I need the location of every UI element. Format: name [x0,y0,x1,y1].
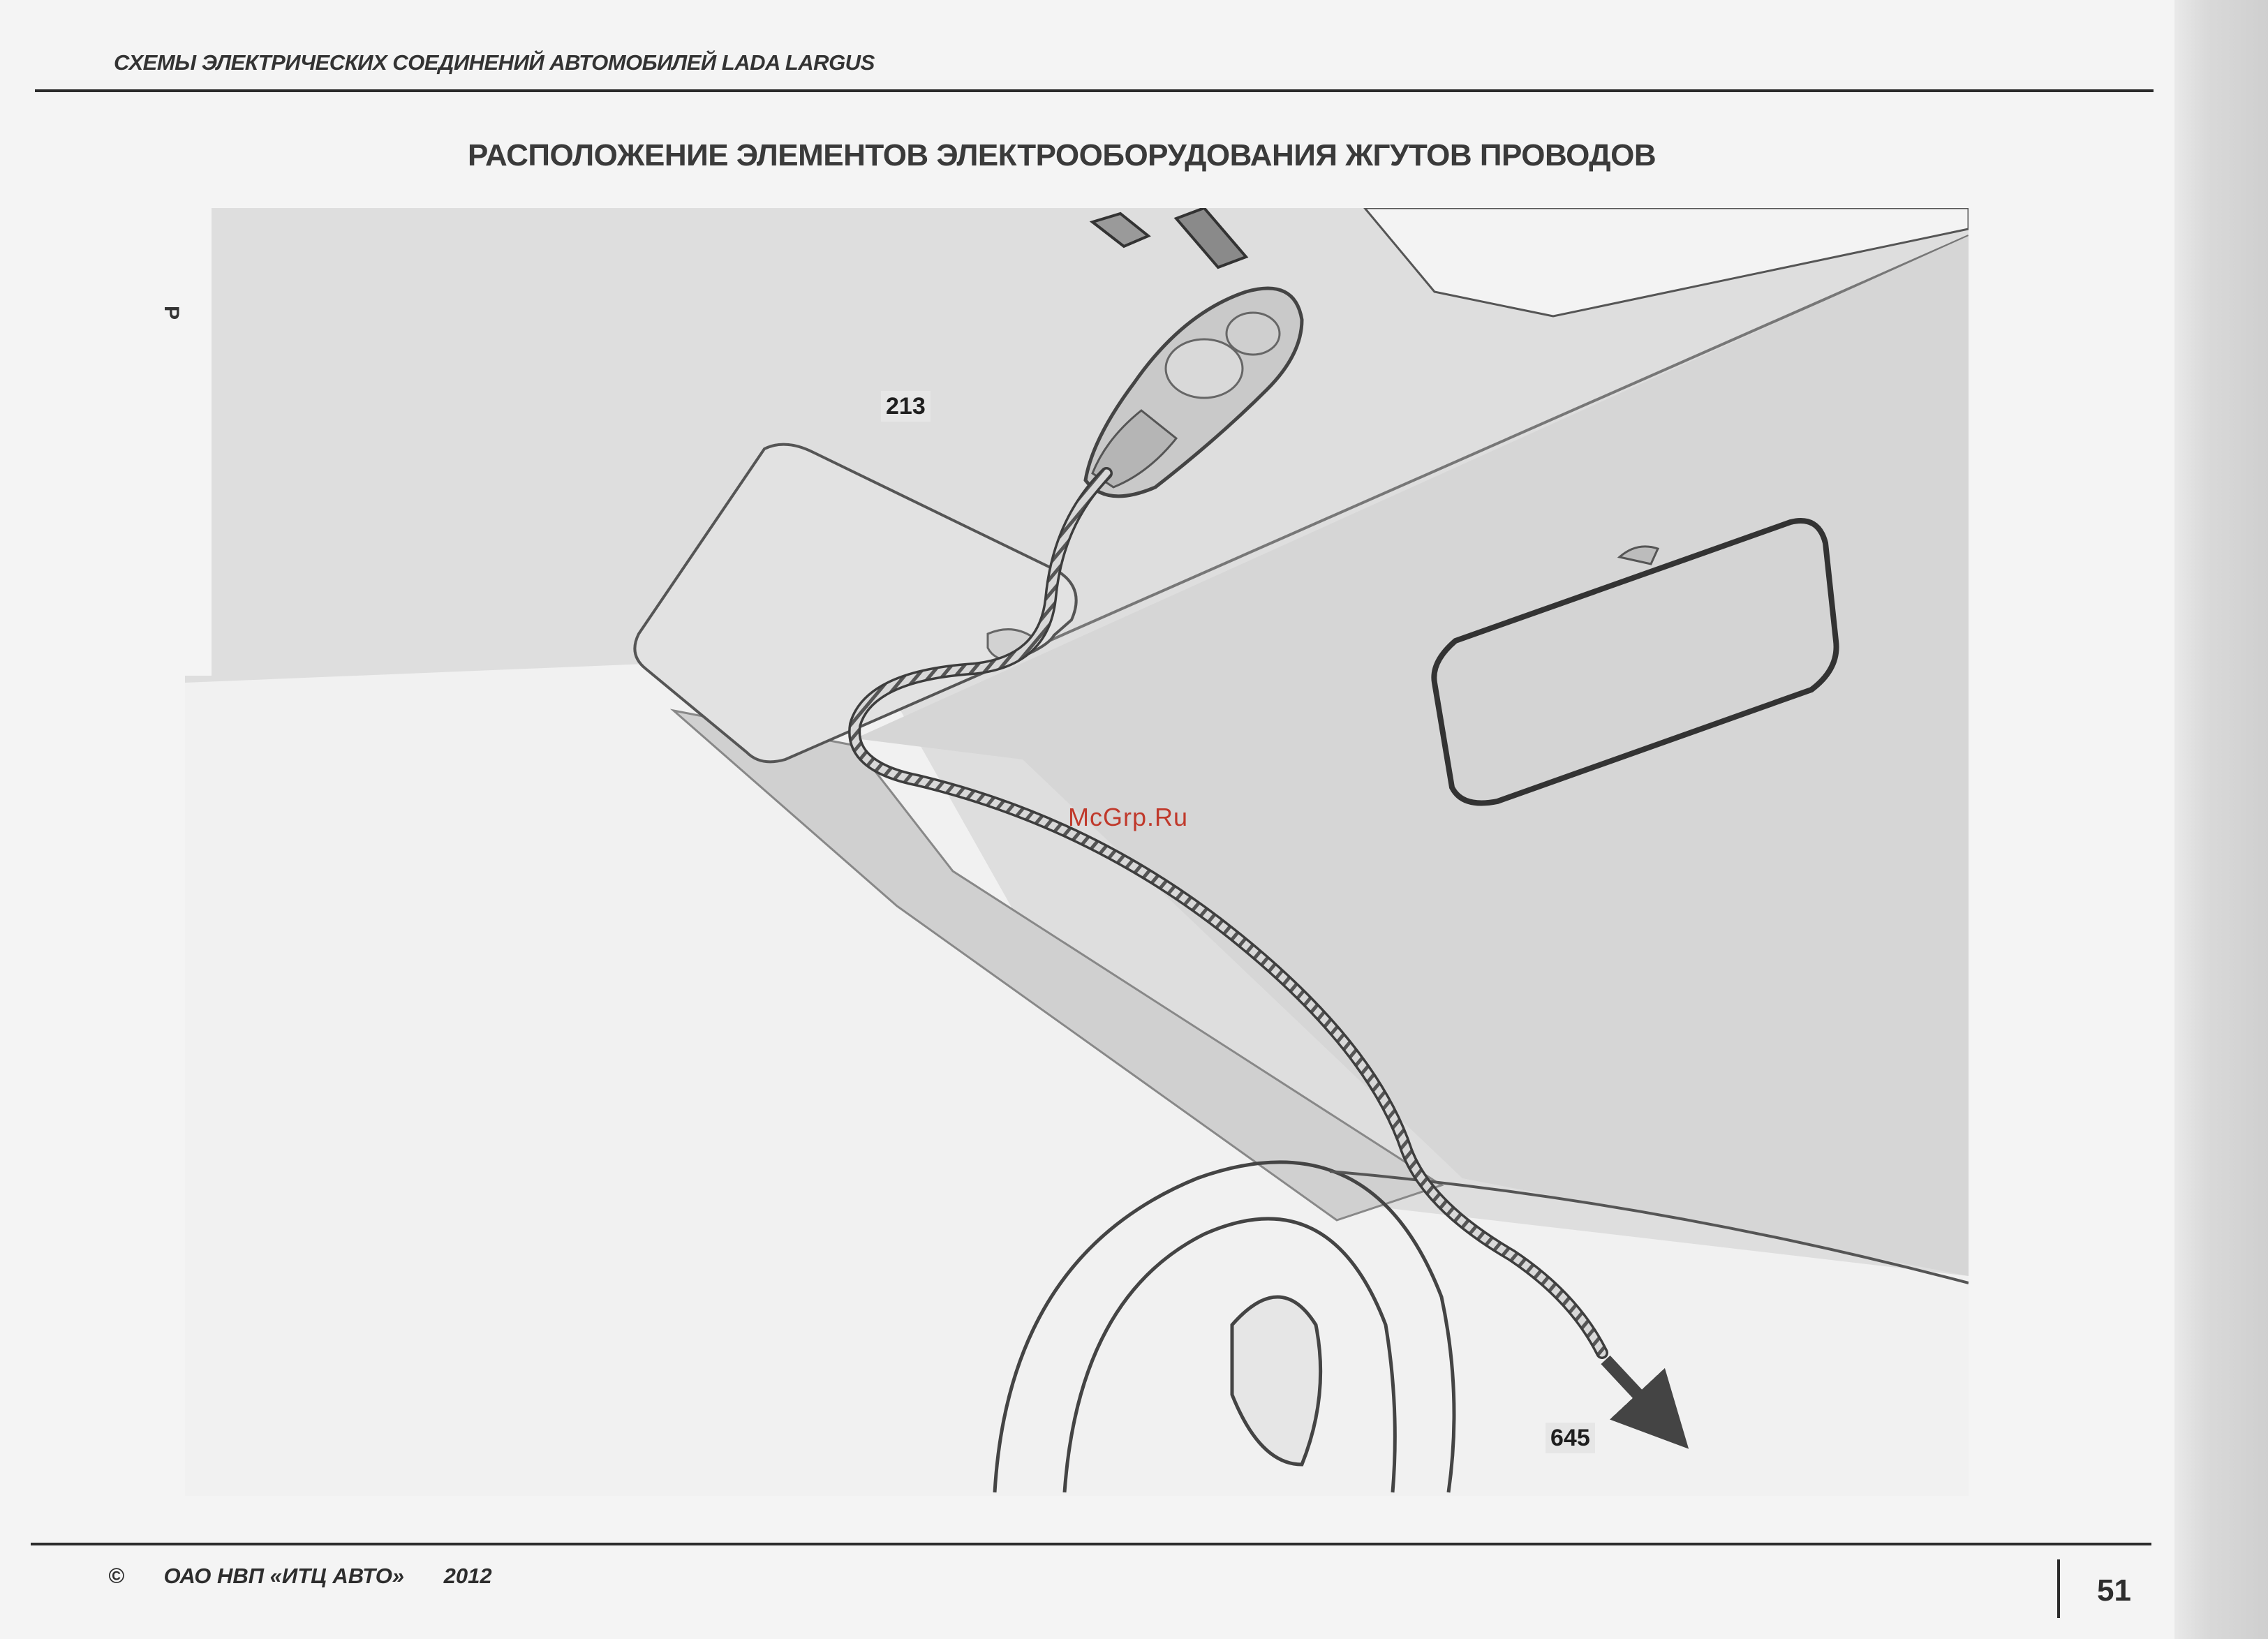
page-title: РАСПОЛОЖЕНИЕ ЭЛЕМЕНТОВ ЭЛЕКТРООБОРУДОВАНИЯ ЖГУТОВ ПРОВОДОВ [468,138,1656,172]
publisher-name: ОАО НВП «ИТЦ АВТО» [163,1564,405,1588]
footer-rule [31,1543,2151,1545]
running-header: СХЕМЫ ЭЛЕКТРИЧЕСКИХ СОЕДИНЕНИЙ АВТОМОБИЛЕЙ LADA LARGUS [114,50,875,75]
left-panel [185,208,212,676]
page-number: 51 [2097,1573,2131,1608]
page-edge-shadow [2174,0,2268,1639]
callout-645: 645 [1546,1423,1595,1453]
side-tab-marker: P [160,306,183,320]
header-rule [35,89,2154,92]
page-number-divider [2057,1559,2060,1618]
footer [108,1564,492,1589]
harness-illustration [185,208,1969,1496]
callout-213: 213 [881,391,931,422]
copyright-symbol: © [108,1564,124,1588]
publication-year: 2012 [443,1564,492,1588]
watermark: McGrp.Ru [1068,803,1189,831]
